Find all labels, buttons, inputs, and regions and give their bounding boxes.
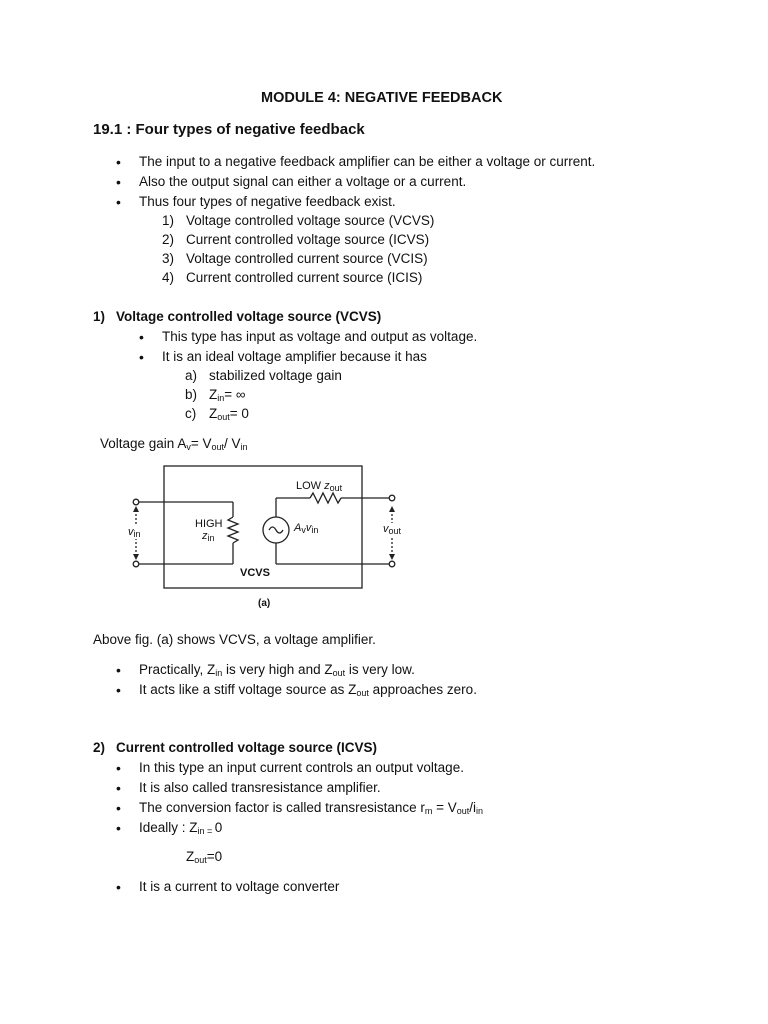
list-item-letter: a) [185, 368, 198, 383]
list-item: • The input to a negative feedback amplifier can be either a voltage or current. [139, 154, 595, 169]
high-zin-label: HIGH [195, 518, 223, 530]
list-item: • Ideally : $Z_{in =}$ 0 [139, 820, 222, 836]
voltage-gain-formula: Voltage gain $A_v= V_{out}/$ $V_{in}$ [100, 436, 248, 452]
vcvs-box-label: VCVS [240, 567, 270, 579]
list-item: stabilized voltage gain [209, 368, 342, 383]
vcvs-circuit-figure [118, 460, 418, 618]
vout-label: $v_{out}$ [383, 523, 402, 536]
icvs-heading-number: 2) [93, 740, 106, 755]
list-item: • It is an ideal voltage amplifier because it has [162, 349, 427, 364]
low-zout-label: LOW $z_{out}$ [296, 480, 343, 493]
vcvs-heading-number: 1) [93, 309, 106, 324]
circuit-diagram [118, 460, 418, 618]
vcvs-heading: Voltage controlled voltage source (VCVS) [116, 309, 382, 324]
list-item: • It acts like a stiff voltage source as $Z_{out}$ approaches zero. [139, 682, 477, 698]
list-item-letter: b) [185, 387, 198, 402]
gain-source-label: $A_vv_{in}$ [294, 522, 319, 535]
list-item: Voltage controlled current source (VCIS) [186, 251, 428, 266]
list-item: Current controlled voltage source (ICVS) [186, 232, 430, 247]
list-item-number: 3) [162, 251, 175, 266]
figure-caption: (a) [258, 598, 271, 609]
list-item: • It is a current to voltage converter [139, 879, 339, 894]
list-item: Current controlled current source (ICIS) [186, 270, 423, 285]
page-title: MODULE 4: NEGATIVE FEEDBACK [261, 90, 503, 106]
list-item-number: 1) [162, 213, 175, 228]
list-item: • The conversion factor is called transresistance $r_m = V_{out}/i_{in}$ [139, 800, 483, 816]
list-item: $Z_{out}= 0$ [209, 406, 249, 422]
list-item-number: 2) [162, 232, 175, 247]
zout-ideal: $Z_{out}=0$ [186, 849, 223, 865]
list-item: Voltage controlled voltage source (VCVS) [186, 213, 435, 228]
list-item: • It is also called transresistance amplifier. [139, 780, 381, 795]
list-item: $Z_{in}=$ ∞ [209, 387, 246, 403]
figure-description: Above fig. (a) shows VCVS, a voltage amplifier. [93, 632, 376, 647]
list-item: • Thus four types of negative feedback exist. [139, 194, 396, 209]
list-item: • Practically, $Z_{in}$ is very high and $Z_{out}$ is very low. [139, 662, 415, 678]
icvs-heading: Current controlled voltage source (ICVS) [116, 740, 378, 755]
list-item: • Also the output signal can either a voltage or a current. [139, 174, 466, 189]
vin-label: $v_{in}$ [128, 526, 141, 539]
list-item-number: 4) [162, 270, 175, 285]
list-item: • This type has input as voltage and output as voltage. [162, 329, 477, 344]
section-heading: 19.1 : Four types of negative feedback [93, 121, 365, 138]
list-item-letter: c) [185, 406, 197, 421]
list-item: • In this type an input current controls an output voltage. [139, 760, 464, 775]
zin-label: $z_{in}$ [202, 530, 215, 543]
